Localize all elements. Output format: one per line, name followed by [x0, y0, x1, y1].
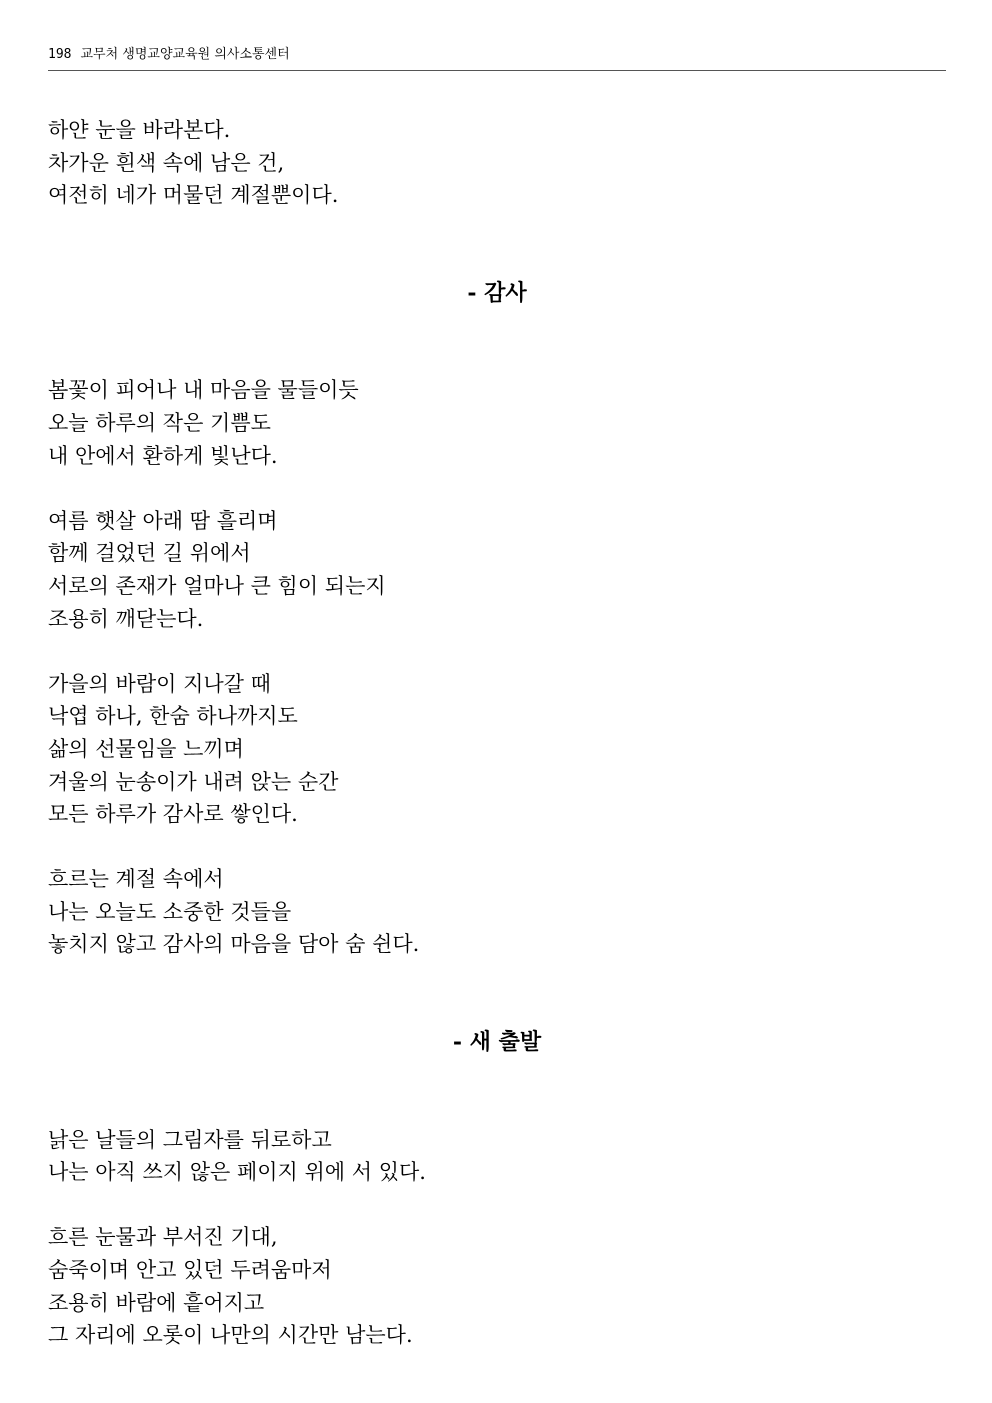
poem-line: 겨울의 눈송이가 내려 앉는 순간 [48, 769, 339, 794]
intro-stanza [48, 114, 946, 212]
poem-line: 흐른 눈물과 부서진 기대, [48, 1225, 278, 1250]
gratitude-stanza-4 [48, 863, 946, 961]
poem-line: 삶의 선물임을 느끼며 [48, 736, 244, 761]
poem-line: 봄꽃이 피어나 내 마음을 물들이듯 [48, 378, 359, 403]
poem-line: 낡은 날들의 그림자를 뒤로하고 [48, 1127, 332, 1152]
poem-line: 조용히 깨닫는다. [48, 606, 204, 631]
poem-line: 여름 햇살 아래 땀 흘리며 [48, 508, 278, 533]
poem-line: 흐르는 계절 속에서 [48, 867, 224, 892]
poem-line: 나는 오늘도 소중한 것들을 [48, 899, 292, 924]
gratitude-stanza-2 [48, 505, 946, 635]
poem-line: 나는 아직 쓰지 않은 페이지 위에 서 있다. [48, 1160, 426, 1185]
new-start-stanza-1 [48, 1124, 946, 1189]
gratitude-stanza-1 [48, 374, 946, 472]
section-title-gratitude: - 감사 [467, 279, 527, 306]
poem-content [48, 114, 946, 1352]
poem-line: 하얀 눈을 바라본다. [48, 118, 231, 142]
poem-line: 오늘 하루의 작은 기쁨도 [48, 410, 271, 435]
header-title: 교무처 생명교양교육원 의사소통센터 [80, 47, 290, 62]
poem-line: 가을의 바람이 지나갈 때 [48, 671, 271, 696]
poem-line: 낙엽 하나, 한숨 하나까지도 [48, 704, 298, 729]
section-title-new-start: - 새 출발 [452, 1029, 542, 1056]
page-number: 198 [48, 47, 72, 62]
poem-line: 모든 하루가 감사로 쌓인다. [48, 802, 298, 827]
poem-line: 놓치지 않고 감사의 마음을 담아 숨 쉰다. [48, 932, 420, 957]
page-header [48, 44, 946, 71]
new-start-stanza-2 [48, 1221, 946, 1351]
poem-line: 그 자리에 오롯이 나만의 시간만 남는다. [48, 1323, 413, 1348]
poem-line: 숨죽이며 안고 있던 두려움마저 [48, 1258, 332, 1283]
poem-line: 서로의 존재가 얼마나 큰 힘이 되는지 [48, 573, 386, 598]
poem-line: 조용히 바람에 흩어지고 [48, 1290, 265, 1315]
poem-line: 여전히 네가 머물던 계절뿐이다. [48, 183, 339, 208]
poem-line: 내 안에서 환하게 빛난다. [48, 443, 278, 468]
poem-line: 차가운 흰색 속에 남은 건, [48, 150, 285, 175]
gratitude-stanza-3 [48, 668, 946, 831]
poem-line: 함께 걸었던 길 위에서 [48, 541, 251, 566]
